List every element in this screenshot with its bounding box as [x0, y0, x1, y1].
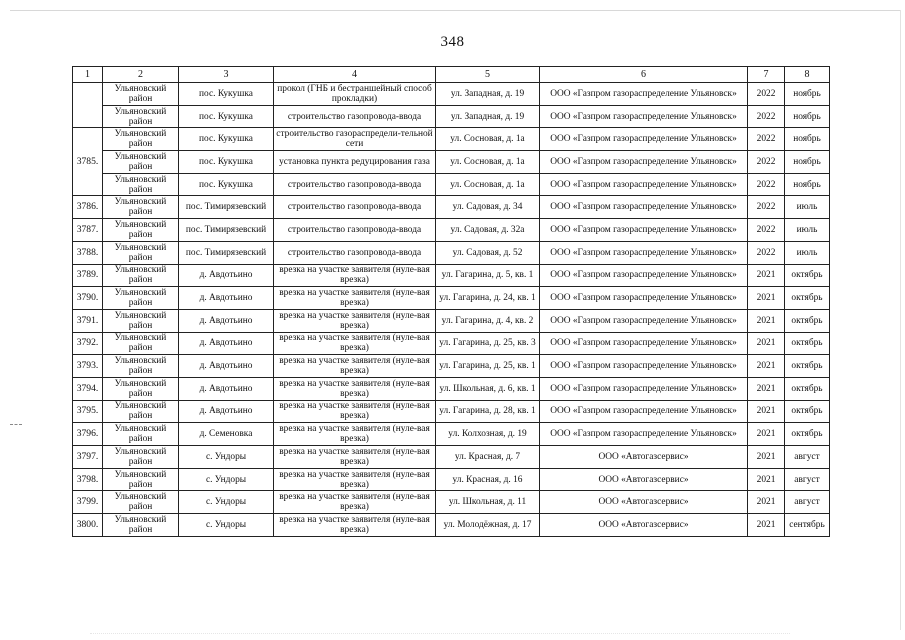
- district-cell: Ульяновский район: [103, 196, 179, 219]
- right-scan-border: [900, 10, 901, 630]
- locality-cell: д. Авдотьино: [179, 287, 274, 310]
- locality-cell: д. Семеновка: [179, 423, 274, 446]
- work-cell: строительство газопровода-ввода: [274, 105, 436, 128]
- year-cell: 2021: [748, 468, 785, 491]
- address-cell: ул. Садовая, д. 32а: [436, 219, 540, 242]
- row-number-cell: 3796.: [73, 423, 103, 446]
- district-cell: Ульяновский район: [103, 219, 179, 242]
- organization-cell: ООО «Автогазсервис»: [540, 514, 748, 537]
- organization-cell: ООО «Газпром газораспределение Ульяновск»: [540, 309, 748, 332]
- district-cell: Ульяновский район: [103, 468, 179, 491]
- work-cell: врезка на участке заявителя (нуле-вая врезка): [274, 377, 436, 400]
- table-row: [73, 264, 830, 287]
- organization-cell: ООО «Газпром газораспределение Ульяновск»: [540, 105, 748, 128]
- table-row: [73, 173, 830, 196]
- work-cell: врезка на участке заявителя (нуле-вая врезка): [274, 355, 436, 378]
- locality-cell: д. Авдотьино: [179, 264, 274, 287]
- organization-cell: ООО «Газпром газораспределение Ульяновск»: [540, 128, 748, 151]
- month-cell: октябрь: [785, 400, 830, 423]
- work-cell: строительство газопровода-ввода: [274, 219, 436, 242]
- table-row: [73, 309, 830, 332]
- organization-cell: ООО «Газпром газораспределение Ульяновск»: [540, 287, 748, 310]
- year-cell: 2022: [748, 151, 785, 174]
- header-cell: 2: [103, 67, 179, 83]
- work-cell: установка пункта редуцирования газа: [274, 151, 436, 174]
- month-cell: октябрь: [785, 287, 830, 310]
- month-cell: июль: [785, 196, 830, 219]
- locality-cell: с. Ундоры: [179, 491, 274, 514]
- month-cell: ноябрь: [785, 105, 830, 128]
- table-row: [73, 491, 830, 514]
- address-cell: ул. Сосновая, д. 1а: [436, 173, 540, 196]
- address-cell: ул. Гагарина, д. 25, кв. 1: [436, 355, 540, 378]
- header-cell: 6: [540, 67, 748, 83]
- organization-cell: ООО «Газпром газораспределение Ульяновск»: [540, 151, 748, 174]
- work-cell: строительство газопровода-ввода: [274, 241, 436, 264]
- year-cell: 2022: [748, 219, 785, 242]
- margin-mark: [10, 424, 22, 425]
- row-number-cell: 3795.: [73, 400, 103, 423]
- month-cell: ноябрь: [785, 83, 830, 106]
- year-cell: 2022: [748, 105, 785, 128]
- address-cell: ул. Колхозная, д. 19: [436, 423, 540, 446]
- row-number-cell: 3798.: [73, 468, 103, 491]
- year-cell: 2021: [748, 446, 785, 469]
- month-cell: октябрь: [785, 264, 830, 287]
- table-row: [73, 468, 830, 491]
- month-cell: октябрь: [785, 423, 830, 446]
- year-cell: 2021: [748, 355, 785, 378]
- page-number: 348: [440, 34, 465, 50]
- address-cell: ул. Западная, д. 19: [436, 105, 540, 128]
- table-row: [73, 355, 830, 378]
- work-cell: врезка на участке заявителя (нуле-вая врезка): [274, 332, 436, 355]
- table-row: [73, 287, 830, 310]
- table-row: [73, 105, 830, 128]
- year-cell: 2021: [748, 309, 785, 332]
- address-cell: ул. Гагарина, д. 25, кв. 3: [436, 332, 540, 355]
- district-cell: Ульяновский район: [103, 151, 179, 174]
- address-cell: ул. Молодёжная, д. 17: [436, 514, 540, 537]
- locality-cell: пос. Тимирязевский: [179, 219, 274, 242]
- year-cell: 2021: [748, 377, 785, 400]
- row-number-cell: 3794.: [73, 377, 103, 400]
- bottom-scan-edge: [90, 633, 790, 634]
- organization-cell: ООО «Газпром газораспределение Ульяновск»: [540, 377, 748, 400]
- year-cell: 2022: [748, 83, 785, 106]
- year-cell: 2022: [748, 128, 785, 151]
- year-cell: 2022: [748, 173, 785, 196]
- row-number-cell: 3797.: [73, 446, 103, 469]
- table-row: [73, 83, 830, 106]
- locality-cell: д. Авдотьино: [179, 332, 274, 355]
- locality-cell: с. Ундоры: [179, 468, 274, 491]
- row-number-cell: 3785.: [73, 128, 103, 196]
- district-cell: Ульяновский район: [103, 332, 179, 355]
- header-cell: 5: [436, 67, 540, 83]
- district-cell: Ульяновский район: [103, 400, 179, 423]
- district-cell: Ульяновский район: [103, 423, 179, 446]
- locality-cell: пос. Кукушка: [179, 105, 274, 128]
- year-cell: 2022: [748, 241, 785, 264]
- address-cell: ул. Садовая, д. 52: [436, 241, 540, 264]
- address-cell: ул. Красная, д. 7: [436, 446, 540, 469]
- locality-cell: с. Ундоры: [179, 446, 274, 469]
- year-cell: 2022: [748, 196, 785, 219]
- locality-cell: с. Ундоры: [179, 514, 274, 537]
- month-cell: октябрь: [785, 309, 830, 332]
- address-cell: ул. Школьная, д. 11: [436, 491, 540, 514]
- row-number-cell: 3789.: [73, 264, 103, 287]
- district-cell: Ульяновский район: [103, 514, 179, 537]
- district-cell: Ульяновский район: [103, 241, 179, 264]
- year-cell: 2021: [748, 423, 785, 446]
- month-cell: октябрь: [785, 377, 830, 400]
- work-cell: строительство газопровода-ввода: [274, 196, 436, 219]
- header-cell: 8: [785, 67, 830, 83]
- table-row: [73, 423, 830, 446]
- locality-cell: д. Авдотьино: [179, 377, 274, 400]
- year-cell: 2021: [748, 400, 785, 423]
- organization-cell: ООО «Газпром газораспределение Ульяновск»: [540, 423, 748, 446]
- district-cell: Ульяновский район: [103, 355, 179, 378]
- row-number-cell: 3786.: [73, 196, 103, 219]
- month-cell: август: [785, 491, 830, 514]
- row-number-cell: [73, 83, 103, 128]
- work-cell: прокол (ГНБ и бестраншейный способ прокладки): [274, 83, 436, 106]
- month-cell: август: [785, 446, 830, 469]
- work-cell: врезка на участке заявителя (нуле-вая врезка): [274, 491, 436, 514]
- row-number-cell: 3792.: [73, 332, 103, 355]
- organization-cell: ООО «Газпром газораспределение Ульяновск»: [540, 400, 748, 423]
- table-row: [73, 219, 830, 242]
- locality-cell: пос. Кукушка: [179, 83, 274, 106]
- table-row: [73, 196, 830, 219]
- locality-cell: пос. Тимирязевский: [179, 241, 274, 264]
- organization-cell: ООО «Газпром газораспределение Ульяновск»: [540, 332, 748, 355]
- organization-cell: ООО «Автогазсервис»: [540, 491, 748, 514]
- header-cell: 4: [274, 67, 436, 83]
- year-cell: 2021: [748, 514, 785, 537]
- work-cell: врезка на участке заявителя (нуле-вая врезка): [274, 468, 436, 491]
- district-cell: Ульяновский район: [103, 264, 179, 287]
- month-cell: июль: [785, 241, 830, 264]
- address-cell: ул. Садовая, д. 34: [436, 196, 540, 219]
- locality-cell: пос. Кукушка: [179, 173, 274, 196]
- district-cell: Ульяновский район: [103, 377, 179, 400]
- header-cell: 7: [748, 67, 785, 83]
- work-cell: врезка на участке заявителя (нуле-вая врезка): [274, 423, 436, 446]
- district-cell: Ульяновский район: [103, 287, 179, 310]
- month-cell: июль: [785, 219, 830, 242]
- organization-cell: ООО «Газпром газораспределение Ульяновск»: [540, 355, 748, 378]
- locality-cell: д. Авдотьино: [179, 355, 274, 378]
- table-row: [73, 332, 830, 355]
- locality-cell: пос. Кукушка: [179, 151, 274, 174]
- table-row: [73, 446, 830, 469]
- district-cell: Ульяновский район: [103, 83, 179, 106]
- district-cell: Ульяновский район: [103, 446, 179, 469]
- address-cell: ул. Красная, д. 16: [436, 468, 540, 491]
- organization-cell: ООО «Газпром газораспределение Ульяновск»: [540, 219, 748, 242]
- month-cell: ноябрь: [785, 128, 830, 151]
- locality-cell: д. Авдотьино: [179, 309, 274, 332]
- organization-cell: ООО «Газпром газораспределение Ульяновск»: [540, 264, 748, 287]
- organization-cell: ООО «Газпром газораспределение Ульяновск»: [540, 196, 748, 219]
- district-cell: Ульяновский район: [103, 128, 179, 151]
- work-cell: строительство газораспредели-тельной сети: [274, 128, 436, 151]
- row-number-cell: 3791.: [73, 309, 103, 332]
- works-table: [72, 66, 830, 537]
- table-row: [73, 241, 830, 264]
- organization-cell: ООО «Газпром газораспределение Ульяновск»: [540, 241, 748, 264]
- month-cell: август: [785, 468, 830, 491]
- address-cell: ул. Гагарина, д. 24, кв. 1: [436, 287, 540, 310]
- row-number-cell: 3788.: [73, 241, 103, 264]
- address-cell: ул. Гагарина, д. 4, кв. 2: [436, 309, 540, 332]
- year-cell: 2021: [748, 264, 785, 287]
- row-number-cell: 3790.: [73, 287, 103, 310]
- address-cell: ул. Сосновая, д. 1а: [436, 151, 540, 174]
- district-cell: Ульяновский район: [103, 173, 179, 196]
- work-cell: врезка на участке заявителя (нуле-вая врезка): [274, 309, 436, 332]
- work-cell: врезка на участке заявителя (нуле-вая врезка): [274, 514, 436, 537]
- table-row: [73, 128, 830, 151]
- month-cell: октябрь: [785, 332, 830, 355]
- work-cell: врезка на участке заявителя (нуле-вая врезка): [274, 446, 436, 469]
- work-cell: строительство газопровода-ввода: [274, 173, 436, 196]
- organization-cell: ООО «Автогазсервис»: [540, 446, 748, 469]
- month-cell: октябрь: [785, 355, 830, 378]
- row-number-cell: 3800.: [73, 514, 103, 537]
- top-scan-border: [10, 10, 900, 11]
- locality-cell: д. Авдотьино: [179, 400, 274, 423]
- year-cell: 2021: [748, 332, 785, 355]
- header-cell: 1: [73, 67, 103, 83]
- table-row: [73, 151, 830, 174]
- address-cell: ул. Школьная, д. 6, кв. 1: [436, 377, 540, 400]
- locality-cell: пос. Кукушка: [179, 128, 274, 151]
- work-cell: врезка на участке заявителя (нуле-вая врезка): [274, 287, 436, 310]
- work-cell: врезка на участке заявителя (нуле-вая врезка): [274, 400, 436, 423]
- address-cell: ул. Гагарина, д. 28, кв. 1: [436, 400, 540, 423]
- month-cell: сентябрь: [785, 514, 830, 537]
- organization-cell: ООО «Газпром газораспределение Ульяновск»: [540, 173, 748, 196]
- table-row: [73, 377, 830, 400]
- table-row: [73, 514, 830, 537]
- address-cell: ул. Гагарина, д. 5, кв. 1: [436, 264, 540, 287]
- month-cell: ноябрь: [785, 151, 830, 174]
- organization-cell: ООО «Газпром газораспределение Ульяновск»: [540, 83, 748, 106]
- row-number-cell: 3787.: [73, 219, 103, 242]
- address-cell: ул. Сосновая, д. 1а: [436, 128, 540, 151]
- row-number-cell: 3799.: [73, 491, 103, 514]
- year-cell: 2021: [748, 491, 785, 514]
- district-cell: Ульяновский район: [103, 105, 179, 128]
- header-row: [73, 67, 830, 83]
- row-number-cell: 3793.: [73, 355, 103, 378]
- locality-cell: пос. Тимирязевский: [179, 196, 274, 219]
- address-cell: ул. Западная, д. 19: [436, 83, 540, 106]
- district-cell: Ульяновский район: [103, 491, 179, 514]
- year-cell: 2021: [748, 287, 785, 310]
- district-cell: Ульяновский район: [103, 309, 179, 332]
- organization-cell: ООО «Автогазсервис»: [540, 468, 748, 491]
- header-cell: 3: [179, 67, 274, 83]
- work-cell: врезка на участке заявителя (нуле-вая врезка): [274, 264, 436, 287]
- month-cell: ноябрь: [785, 173, 830, 196]
- table-row: [73, 400, 830, 423]
